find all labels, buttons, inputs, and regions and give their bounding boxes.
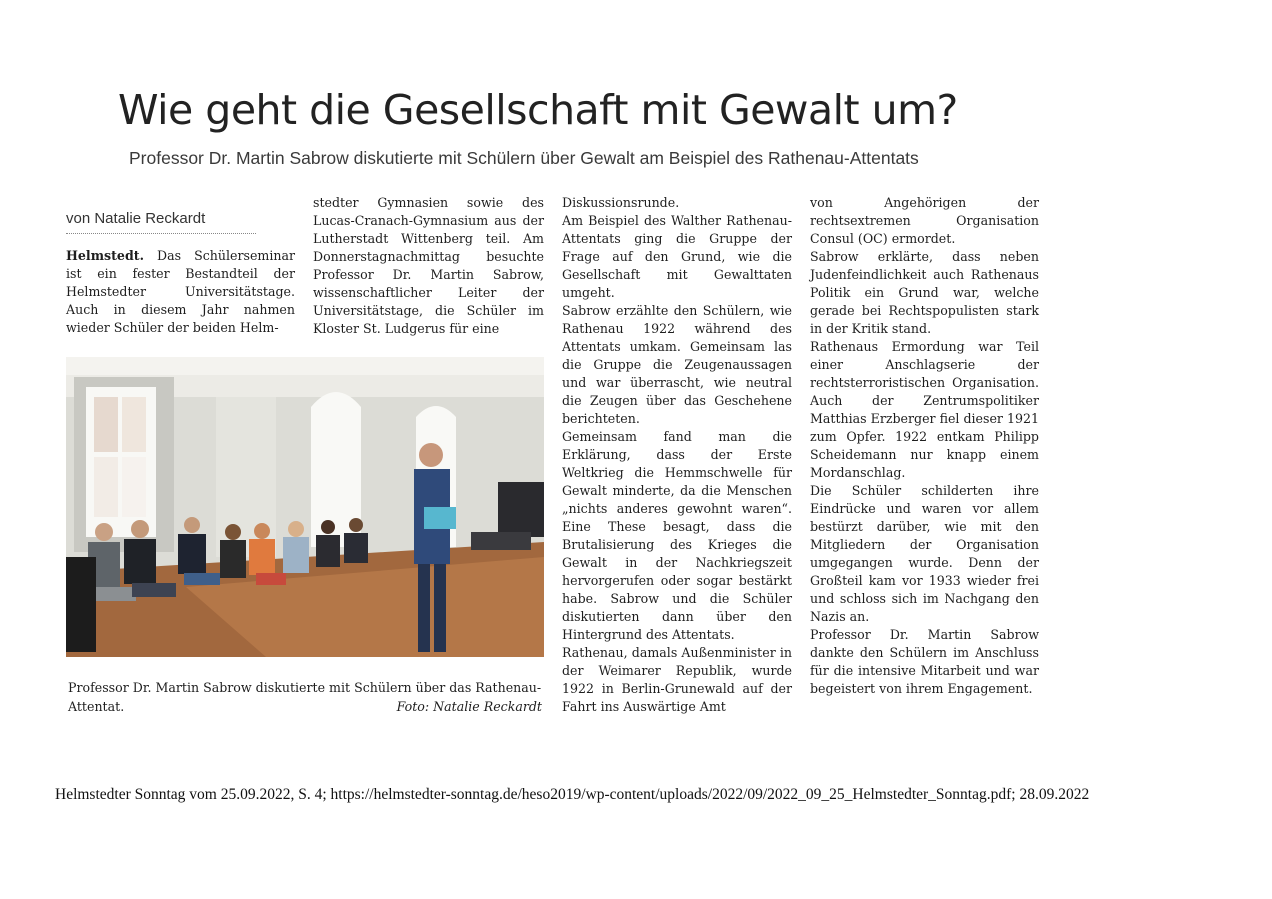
article-column-1 xyxy=(66,247,295,337)
lead-place: Helmstedt. xyxy=(66,248,144,263)
paragraph: Sabrow erklärte, dass neben Judenfeindlichkeit auch Rathenaus Politik ein Grund war, welche gerade bei Rechtspopulisten stark in der Kritik stand. xyxy=(810,249,1039,336)
paragraph: Gemeinsam fand man die Erklärung, dass der Erste Weltkrieg die Hemmschwelle für Gewalt minderte, da die Menschen „nichts anderes gewohnt waren“. Eine These besagt, dass die Brutalisierung des Krieges die Gewalt in der Nachkriegszeit hervorgerufen oder sogar bestärkt habe. Sabrow und die Schüler diskutierten dann über den Hintergrund des Attentats. xyxy=(562,429,792,642)
photo-credit: Foto: Natalie Reckardt xyxy=(396,699,542,714)
cut-off-next-headline xyxy=(66,744,966,756)
paragraph: Am Beispiel des Walther Rathenau-Attentats ging die Gruppe der Frage auf den Grund, wie die Gesellschaft mit Gewalttaten umgeht. xyxy=(562,213,792,300)
article-column-3 xyxy=(562,194,792,716)
article-photo xyxy=(66,357,544,657)
byline: von Natalie Reckardt xyxy=(66,210,256,234)
paragraph: Sabrow erzählte den Schülern, wie Rathenau 1922 während des Attentats umkam. Gemeinsam las die Gruppe die Zeugenaussagen und war überrascht, wie neutral die Zeugen über das Geschehene berichteten. xyxy=(562,303,792,426)
article-column-4 xyxy=(810,194,1039,698)
subheadline: Professor Dr. Martin Sabrow diskutierte mit Schülern über Gewalt am Beispiel des Rathenau-Attentats xyxy=(129,148,919,168)
paragraph: Professor Dr. Martin Sabrow dankte den Schülern im Anschluss für die intensive Mitarbeit und war begeistert von ihrem Engagement. xyxy=(810,627,1039,696)
paragraph: von Angehörigen der rechtsextremen Organisation Consul (OC) ermordet. xyxy=(810,195,1039,246)
paragraph: Die Schüler schilderten ihre Eindrücke und waren vor allem bestürzt darüber, wie mit den Mitgliedern der Organisation umgegangen wurde. Denn der Großteil kam vor 1933 wieder frei und schloss sich im Nachgang den Nazis an. xyxy=(810,483,1039,624)
source-citation: Helmstedter Sonntag vom 25.09.2022, S. 4; https://helmstedter-sonntag.de/heso2019/wp-content/uploads/2022/09/2022_09_25_Helmstedter_Sonntag.pdf; 28.09.2022 xyxy=(55,786,1090,803)
column-1-text: Das Schülerseminar ist ein fester Bestandteil der Helmstedter Universitätstage. Auch in diesem Jahr nahmen wieder Schüler der beiden Helm- xyxy=(66,248,295,335)
article-column-2 xyxy=(313,194,544,338)
photo-caption xyxy=(68,678,542,716)
paragraph: Rathenaus Ermordung war Teil einer Anschlagserie der rechtsterroristischen Organisation. Auch der Zentrumspolitiker Matthias Erzberger fiel dieser 1921 zum Opfer. 1922 entkam Philipp Scheidemann nur knapp einem Mordanschlag. xyxy=(810,339,1039,480)
seminar-room-photo xyxy=(66,357,544,657)
paragraph: Rathenau, damals Außenminister in der Weimarer Republik, wurde 1922 in Berlin-Grunewald auf der Fahrt ins Auswärtige Amt xyxy=(562,645,792,714)
headline: Wie geht die Gesellschaft mit Gewalt um? xyxy=(118,86,958,134)
column-2-text: stedter Gymnasien sowie des Lucas-Cranach-Gymnasium aus der Lutherstadt Wittenberg teil. Am Donnerstagnachmittag besuchte Professor Dr. Martin Sabrow, wissenschaftlicher Leiter der Universitätstage, die Schüler im Kloster St. Ludgerus für eine xyxy=(313,195,544,336)
caption-text: Professor Dr. Martin Sabrow diskutierte mit Schülern über das Rathenau-Attentat. xyxy=(68,680,542,714)
paragraph: Diskussionsrunde. xyxy=(562,195,680,210)
